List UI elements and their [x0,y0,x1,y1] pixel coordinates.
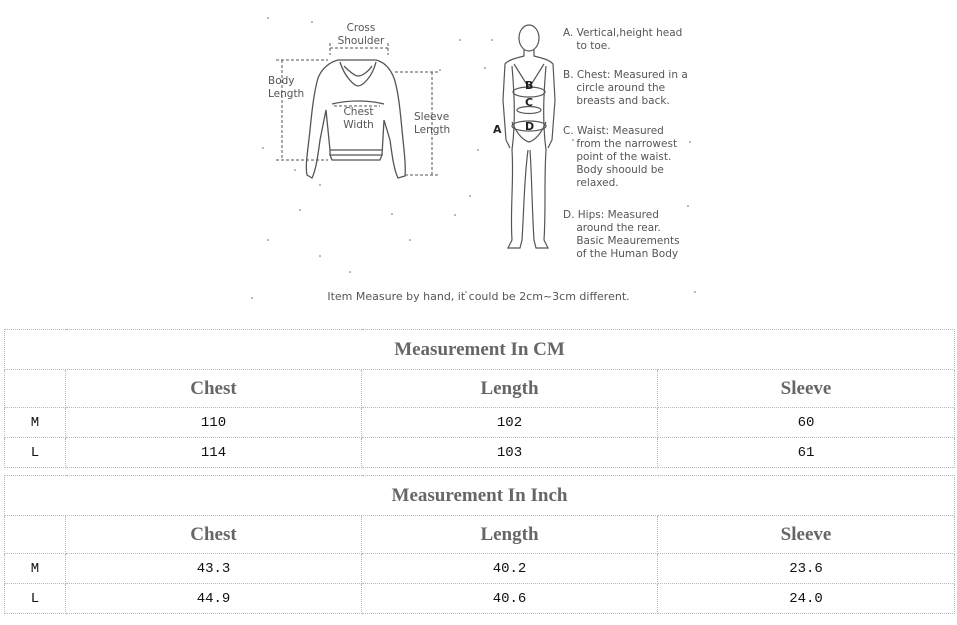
table-row [5,584,955,614]
instruction-a: A. Vertical,height head to toe. [563,27,683,52]
body-letter-c: C [525,96,534,109]
table-title: Measurement In CM [5,330,955,370]
instruction-c: C. Waist: Measured from the narrowest point of the waist. Body shoould be relaxed. [563,125,678,189]
sleeve-value: 60 [658,408,955,438]
size-table-inch [4,475,955,614]
table-title: Measurement In Inch [5,476,955,516]
body-letter-d: D [525,120,535,133]
instruction-b: B. Chest: Measured in a circle around the breasts and back. [563,69,688,107]
header-chest: Chest [66,516,362,554]
corner-cell [5,370,66,408]
table-row [5,554,955,584]
chest-value: 114 [66,438,362,468]
header-sleeve: Sleeve [658,516,955,554]
sleeve-value: 61 [658,438,955,468]
size-table-cm [4,329,955,468]
size-label: M [5,408,66,438]
chest-value: 43.3 [66,554,362,584]
sleeve-value: 23.6 [658,554,955,584]
body-letter-a: A [493,123,502,136]
chest-value: 110 [66,408,362,438]
chest-width-label: Chest Width [343,106,374,131]
table-row [5,408,955,438]
chest-value: 44.9 [66,584,362,614]
instruction-d: D. Hips: Measured around the rear. Basic Meaurements of the Human Body [563,209,680,260]
table-row [5,438,955,468]
sleeve-value: 24.0 [658,584,955,614]
size-label: M [5,554,66,584]
corner-cell [5,516,66,554]
length-value: 102 [362,408,658,438]
length-value: 40.6 [362,584,658,614]
body-length-label: Body Length [268,75,305,100]
length-value: 40.2 [362,554,658,584]
header-chest: Chest [66,370,362,408]
sleeve-length-label: Sleeve Length [414,111,451,136]
body-letter-b: B [525,79,534,92]
cross-shoulder-label: Cross Shoulder [337,22,385,47]
size-label: L [5,584,66,614]
body-figure-icon [503,25,555,248]
length-value: 103 [362,438,658,468]
header-length: Length [362,516,658,554]
header-length: Length [362,370,658,408]
header-sleeve: Sleeve [658,370,955,408]
size-label: L [5,438,66,468]
measure-note: Item Measure by hand, it could be 2cm~3cm different. [327,290,630,303]
